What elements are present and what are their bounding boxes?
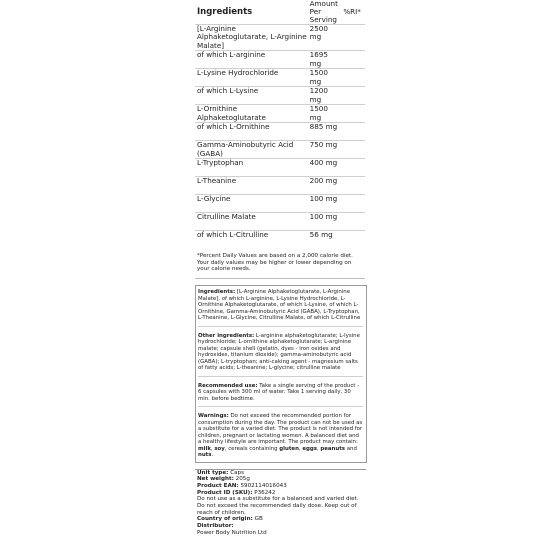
rdi-header: %RI*: [341, 0, 365, 25]
ingredient-rdi: [341, 87, 365, 105]
ingredient-name: Citrulline Malate: [195, 213, 308, 231]
recommended-use-label: Recommended use:: [198, 382, 258, 389]
ingredient-name: [L-Arginine Alphaketoglutarate, L-Arginine Malate]: [197, 24, 307, 50]
ingredient-amount: 100 mg: [308, 213, 342, 231]
warnings-text: Do not exceed the recommended portion for consumption during the day. The product can not be used as a substitute for a varied diet. The product is not intended for children, pregnant or lactating women. A balanced diet and a healthy lifestyle are important. The product may contain:: [198, 413, 363, 445]
distributor-value: Power Body Nutrition Ltd: [197, 529, 267, 536]
ingredient-rdi: [341, 105, 365, 123]
ingredient-amount: 1500 mg: [308, 105, 342, 123]
distributor-label: Distributor:: [197, 523, 234, 530]
ingredient-name: L-Ornithine Alphaketoglutarate: [195, 105, 308, 123]
ingredient-name: of which L-arginine: [195, 51, 308, 69]
allergen-gluten: gluten: [279, 445, 299, 452]
ingredient-amount: 2500 mg: [308, 25, 342, 51]
allergen-milk: milk: [198, 445, 211, 452]
ingredients-header: Ingredients: [195, 0, 308, 25]
net-weight-label: Net weight:: [197, 476, 234, 483]
allergen-and: and: [346, 445, 357, 452]
supplement-facts-panel: [195, 0, 365, 536]
other-ingredients-label: Other ingredients:: [198, 332, 255, 339]
table-row: [195, 195, 365, 213]
net-weight-line: [197, 476, 366, 483]
ingredient-amount: 750 mg: [308, 141, 342, 159]
allergen-separator: ,: [210, 445, 213, 452]
warnings-end: .: [211, 452, 214, 458]
ingredients-table: [195, 0, 365, 248]
daily-value-footnote: *Percent Daily Values are based on a 2,000 calorie diet. Your daily values may be higher or lower depending on your calorie needs.: [195, 253, 365, 279]
table-row: [195, 87, 365, 105]
table-row: [195, 231, 365, 249]
allergen-soy: soy: [214, 445, 225, 452]
ingredient-rdi: [341, 213, 365, 231]
ean-label: Product EAN:: [197, 482, 239, 489]
table-row: [195, 69, 365, 87]
unit-type-label: Unit type:: [197, 469, 229, 476]
table-row: [195, 141, 365, 159]
allergen-separator: ,: [298, 445, 301, 452]
allergen-eggs: eggs: [302, 445, 317, 452]
ingredient-name: of which L-Lysine: [195, 87, 308, 105]
ingredient-rdi: [341, 69, 365, 87]
ingredient-rdi: [341, 25, 365, 51]
table-row: [195, 25, 365, 51]
ingredient-name: of which L-Ornithine: [195, 123, 308, 141]
net-weight-value: 205g: [235, 476, 250, 483]
distributor-line: [197, 523, 366, 530]
ingredients-section: [198, 289, 363, 327]
ingredient-name: L-Theanine: [195, 177, 308, 195]
ingredient-rdi: [341, 177, 365, 195]
origin-line: [197, 516, 366, 523]
table-header-row: [195, 0, 365, 25]
table-row: [195, 51, 365, 69]
ingredient-rdi: [341, 51, 365, 69]
amount-header: Amount Per Serving: [308, 0, 342, 25]
recommended-use-text: Take a single serving of the product - 6 capsules with 300 ml of water. Take 1 serving daily, 30 min. before bedtime.: [198, 382, 360, 402]
table-row: [195, 177, 365, 195]
origin-value: GB: [254, 516, 263, 523]
ingredient-amount: 1200 mg: [308, 87, 342, 105]
ingredients-label: Ingredients:: [198, 289, 236, 295]
other-ingredients-text: L-arginine alphaketoglutarate; L-lysine hydrochloride; L-ornithine alphaketoglutarate; L-arginine malate; capsule shell (gelatin, dyes - iron oxides and hydroxides, titanium dioxide); gamma-aminobutyric acid (GABA); L-tryptophan; anti-caking agent - magnesium salts of fatty acids; L-theanine; L-glycine; citrulline malate: [198, 332, 360, 371]
ingredient-amount: 885 mg: [308, 123, 342, 141]
unit-type-value: Caps: [230, 469, 245, 476]
ingredient-amount: 1500 mg: [308, 69, 342, 87]
ingredient-amount: 200 mg: [308, 177, 342, 195]
ingredient-amount: 100 mg: [308, 195, 342, 213]
sku-line: [197, 490, 366, 497]
ean-line: [197, 483, 366, 490]
ingredient-rdi: [341, 195, 365, 213]
ingredient-name: L-Glycine: [195, 195, 308, 213]
table-row: [195, 213, 365, 231]
ingredient-name: L-Tryptophan: [195, 159, 308, 177]
ingredient-rdi: [341, 231, 365, 249]
ingredient-rdi: [341, 159, 365, 177]
table-row: [195, 159, 365, 177]
storage-text: Do not use as a substitute for a balanced and varied diet. Do not exceed the recommended daily dose. Keep out of reach of children.: [197, 496, 359, 516]
ean-value: 5902114016043: [240, 482, 287, 489]
ingredient-rdi: [341, 123, 365, 141]
ingredient-name: L-Lysine Hydrochloride: [195, 69, 308, 87]
table-row: [195, 123, 365, 141]
unit-type-line: [197, 470, 366, 477]
sku-value: P36242: [254, 489, 276, 496]
ingredient-amount: 400 mg: [308, 159, 342, 177]
other-ingredients-section: [198, 333, 363, 377]
allergen-peanuts: peanuts: [320, 445, 346, 452]
product-details: [195, 469, 366, 537]
table-body: [195, 25, 365, 249]
ingredient-name: Gamma-Aminobutyric Acid (GABA): [195, 141, 308, 159]
allergen-nuts: nuts: [198, 452, 212, 458]
product-info-box: [195, 285, 367, 463]
warnings-label: Warnings:: [198, 413, 229, 419]
ingredient-rdi: [341, 141, 365, 159]
sku-label: Product ID (SKU):: [197, 489, 253, 496]
ingredient-name: of which L-Citrulline: [195, 231, 308, 249]
origin-label: Country of origin:: [197, 516, 253, 523]
warnings-text-cont: , cereals containing: [224, 445, 278, 452]
recommended-use-section: [198, 383, 363, 408]
ingredients-text: [L-Arginine Alphaketoglutarate, L-Arginine Malate], of which L-arginine, L-Lysine Hydrochloride, L-Ornithine Alphaketoglutarate, of which L-Lysine, of which L-Ornithine, Gamma-Aminobutyric Acid (GABA), L-Tryptophan, L-Theanine, L-Glycine, Citrulline Malate, of which L-Citrulline: [198, 289, 361, 321]
ingredient-amount: 1695 mg: [308, 51, 342, 69]
warnings-section: [198, 413, 363, 459]
allergen-separator: ,: [316, 445, 319, 452]
ingredient-amount: 56 mg: [308, 231, 342, 249]
table-row: [195, 105, 365, 123]
